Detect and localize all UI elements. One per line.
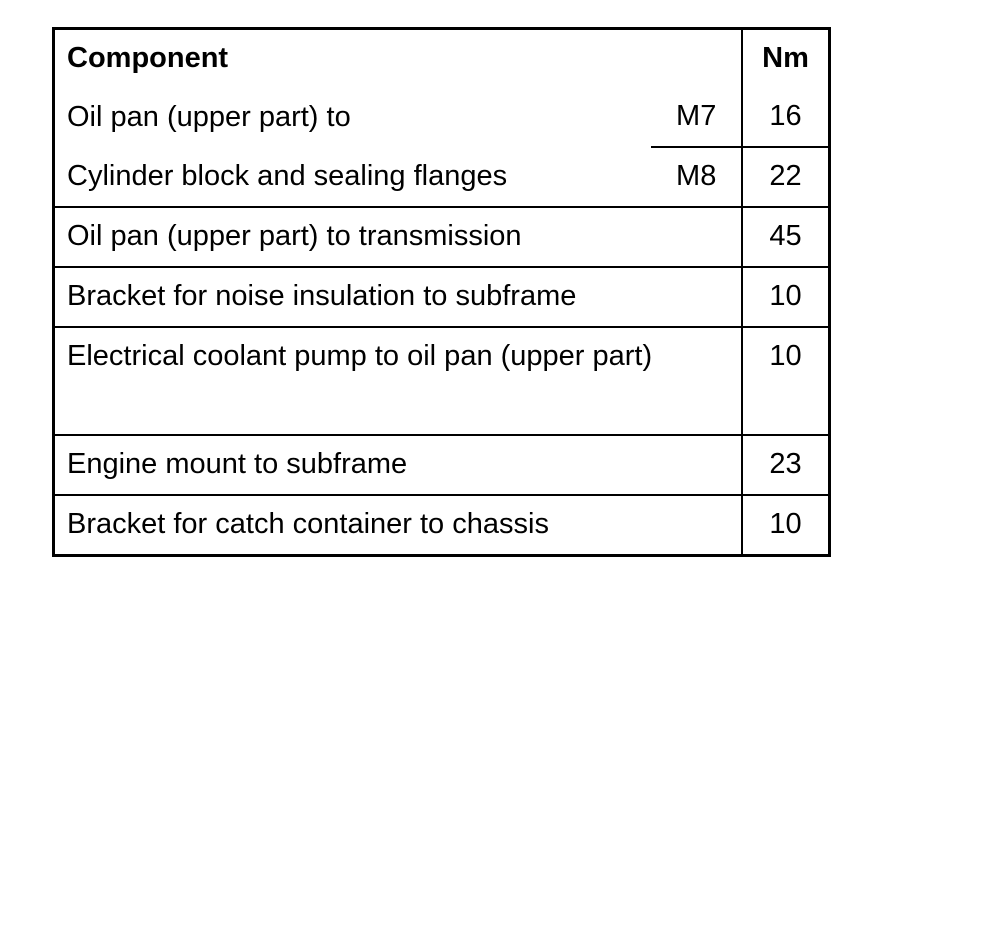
torque-value: 45	[742, 207, 830, 267]
component-cell: Oil pan (upper part) to transmission	[54, 207, 743, 267]
bolt-size-m8: M8	[651, 147, 742, 207]
table-row	[54, 327, 830, 435]
table-row	[54, 207, 830, 267]
table-header-row	[54, 29, 830, 89]
torque-value: 22	[769, 160, 802, 193]
torque-value: 10	[742, 267, 830, 327]
table-row	[54, 147, 830, 207]
table-row	[54, 267, 830, 327]
bolt-size-m7: M7	[651, 88, 742, 147]
table-row	[54, 435, 830, 495]
torque-value: 10	[742, 495, 830, 556]
component-cell: Bracket for noise insulation to subframe	[54, 267, 743, 327]
header-component: Component	[54, 29, 743, 89]
torque-value: 10	[742, 327, 830, 435]
oil-pan-line-2: Cylinder block and sealing flanges	[67, 159, 508, 192]
component-cell: Engine mount to subframe	[54, 435, 743, 495]
component-cell: Electrical coolant pump to oil pan (upper part)	[54, 327, 743, 435]
table-row	[54, 495, 830, 556]
torque-specification-table	[52, 27, 831, 557]
oil-pan-line-1: Oil pan (upper part) to	[67, 100, 351, 133]
component-cell: Bracket for catch container to chassis	[54, 495, 743, 556]
torque-value: 16	[742, 88, 830, 147]
torque-value: 23	[742, 435, 830, 495]
header-nm: Nm	[762, 42, 809, 75]
table-row	[54, 88, 830, 147]
